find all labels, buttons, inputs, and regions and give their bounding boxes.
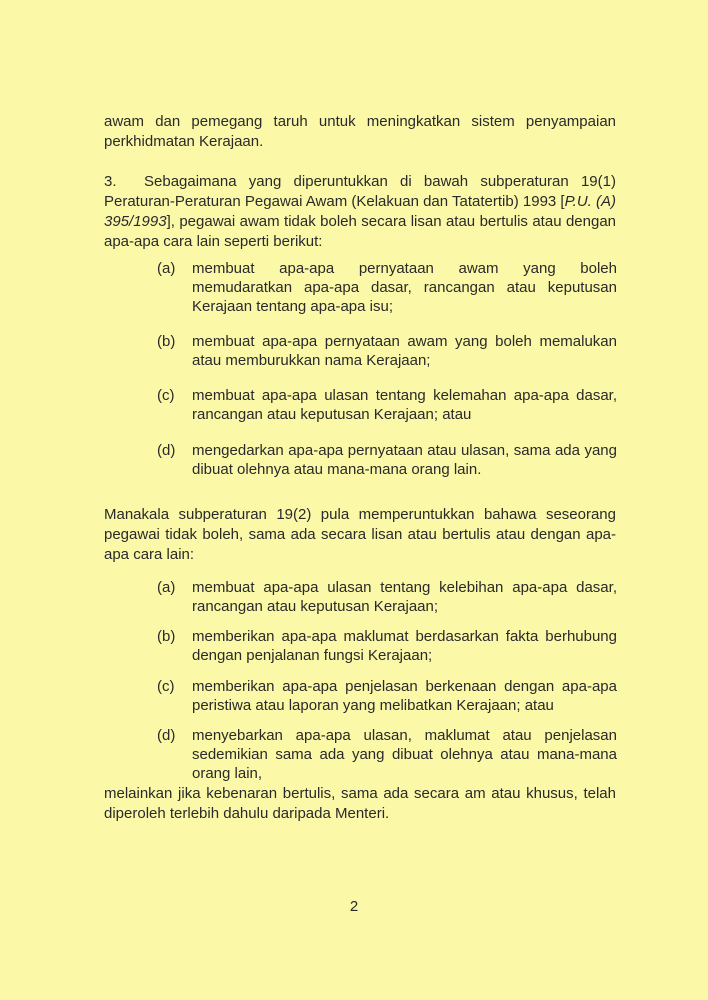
page-number: 2: [349, 898, 359, 915]
list-item-text: membuat apa-apa pernyataan awam yang boleh memudaratkan apa-apa dasar, rancangan atau keputusan Kerajaan tentang apa-apa isu;: [192, 260, 617, 315]
manakala-paragraph: Manakala subperaturan 19(2) pula memperuntukkan bahawa seseorang pegawai tidak boleh, sama ada secara lisan atau bertulis atau dengan apa-apa cara lain:: [104, 506, 616, 563]
section-number: 3.: [104, 173, 117, 190]
list-item-label: (b): [157, 628, 176, 645]
list-item-text: memberikan apa-apa maklumat berdasarkan fakta berhubung dengan penjalanan fungsi Kerajaan;: [192, 628, 617, 664]
list-item-label: (d): [157, 727, 176, 744]
list-item-text: membuat apa-apa pernyataan awam yang boleh memalukan atau memburukkan nama Kerajaan;: [192, 333, 617, 369]
list1-item-d: [157, 441, 617, 479]
list-item-label: (c): [157, 387, 175, 404]
list1-item-a: [157, 259, 617, 316]
list-item-label: (d): [157, 442, 176, 459]
list2-item-b: [157, 627, 617, 665]
section-3-paragraph: [104, 172, 616, 252]
list-item-label: (b): [157, 333, 176, 350]
list-item-text: mengedarkan apa-apa pernyataan atau ulasan, sama ada yang dibuat olehnya atau mana-mana orang lain.: [192, 442, 617, 478]
intro-paragraph: awam dan pemegang taruh untuk meningkatkan sistem penyampaian perkhidmatan Kerajaan.: [104, 113, 616, 150]
list-item-label: (a): [157, 579, 176, 596]
list2-item-a: [157, 578, 617, 616]
section-3-text-before: Sebagaimana yang diperuntukkan di bawah subperaturan 19(1) Peraturan-Peraturan Pegawai Awam (Kelakuan dan Tatatertib) 1993 [: [104, 173, 616, 210]
section-3-reference: P.U. (A) 395/1993: [104, 193, 616, 230]
list-item-text: membuat apa-apa ulasan tentang kelebihan apa-apa dasar, rancangan atau keputusan Kerajaan;: [192, 579, 617, 615]
list2-item-c: [157, 677, 617, 715]
list1-item-c: [157, 386, 617, 424]
closing-paragraph: melainkan jika kebenaran bertulis, sama ada secara am atau khusus, telah diperoleh terlebih dahulu daripada Menteri.: [104, 785, 616, 822]
list-item-text: menyebarkan apa-apa ulasan, maklumat atau penjelasan sedemikian sama ada yang dibuat olehnya atau mana-mana orang lain,: [192, 727, 617, 782]
list2-item-d: [157, 726, 617, 783]
list1-item-b: [157, 332, 617, 370]
section-3-text-after: ], pegawai awam tidak boleh secara lisan atau bertulis atau dengan apa-apa cara lain seperti berikut:: [104, 213, 616, 250]
list-item-label: (a): [157, 260, 176, 277]
list-item-text: memberikan apa-apa penjelasan berkenaan dengan apa-apa peristiwa atau laporan yang melibatkan Kerajaan; atau: [192, 678, 617, 714]
list-item-label: (c): [157, 678, 175, 695]
list-item-text: membuat apa-apa ulasan tentang kelemahan apa-apa dasar, rancangan atau keputusan Kerajaan; atau: [192, 387, 617, 423]
